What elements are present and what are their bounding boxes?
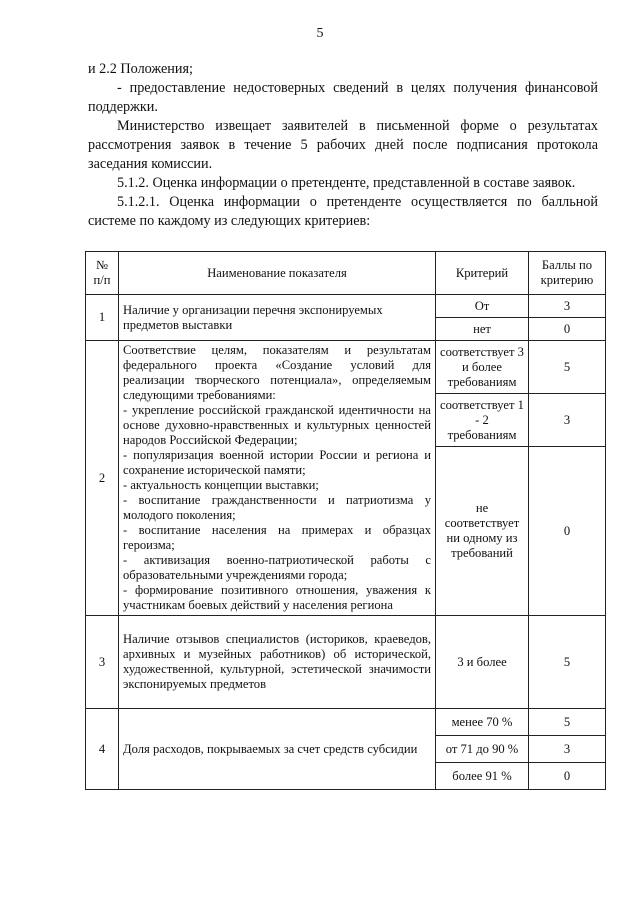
row-points: 3 bbox=[529, 394, 606, 447]
header-points: Баллы по критерию bbox=[529, 252, 606, 295]
paragraph: и 2.2 Положения; bbox=[88, 61, 193, 77]
header-name: Наименование показателя bbox=[119, 252, 436, 295]
row-num: 1 bbox=[86, 295, 119, 341]
requirement-line: - актуальность концепции выставки; bbox=[123, 478, 319, 492]
paragraph: Министерство извещает заявителей в письменной форме о результатах рассмотрения заявок в течение 5 рабочих дней после подписания протокола заседания комиссии. bbox=[88, 118, 598, 172]
row-criterion: не соответствует ни одному из требований bbox=[436, 447, 529, 616]
body-text bbox=[88, 60, 598, 231]
criteria-table bbox=[85, 251, 606, 790]
row-criterion: соответствует 3 и более требованиям bbox=[436, 341, 529, 394]
paragraph: 5.1.2.1. Оценка информации о претенденте осуществляется по балльной системе по каждому из следующих критериев: bbox=[88, 194, 598, 229]
row-criterion: 3 и более bbox=[436, 616, 529, 709]
row-name: Доля расходов, покрываемых за счет средств субсидии bbox=[119, 709, 436, 790]
requirement-line: - воспитание населения на примерах и образцах героизма; bbox=[123, 523, 431, 552]
requirement-line: Соответствие целям, показателям и результатам федерального проекта «Создание условий для реализации творческого потенциала», определяемым следующими требованиями: bbox=[123, 343, 431, 402]
row-points: 3 bbox=[529, 736, 606, 763]
requirement-line: - формирование позитивного отношения, уважения к участникам боевых действий у населения региона bbox=[123, 583, 431, 612]
row-criterion: от 71 до 90 % bbox=[436, 736, 529, 763]
header-num: № п/п bbox=[86, 252, 119, 295]
row-points: 5 bbox=[529, 341, 606, 394]
paragraph: - предоставление недостоверных сведений в целях получения финансовой поддержки. bbox=[88, 80, 598, 115]
paragraph: 5.1.2. Оценка информации о претенденте, представленной в составе заявок. bbox=[117, 175, 576, 191]
row-points: 5 bbox=[529, 709, 606, 736]
row-points: 3 bbox=[529, 295, 606, 318]
row-num: 3 bbox=[86, 616, 119, 709]
row-points: 0 bbox=[529, 447, 606, 616]
row-num: 4 bbox=[86, 709, 119, 790]
row-name: Наличие у организации перечня экспонируемых предметов выставки bbox=[119, 295, 436, 341]
row-points: 5 bbox=[529, 616, 606, 709]
row-name: Наличие отзывов специалистов (историков, краеведов, архивных и музейных работников) об исторической, художественной, культурной, эстетической значимости экспонируемых предметов bbox=[119, 616, 436, 709]
row-criterion: менее 70 % bbox=[436, 709, 529, 736]
requirement-line: - воспитание гражданственности и патриотизма у молодого поколения; bbox=[123, 493, 431, 522]
page-number: 5 bbox=[316, 26, 324, 41]
table-row bbox=[86, 709, 606, 736]
requirement-line: - активизация военно-патриотической работы с образовательными учреждениями города; bbox=[123, 553, 431, 582]
row-name bbox=[119, 341, 436, 616]
row-points: 0 bbox=[529, 318, 606, 341]
header-criterion: Критерий bbox=[436, 252, 529, 295]
row-criterion: соответствует 1 - 2 требованиям bbox=[436, 394, 529, 447]
requirement-line: - укрепление российской гражданской идентичности на основе духовно-нравственных и культурных ценностей народов Российской Федерации; bbox=[123, 403, 431, 447]
requirement-line: - популяризация военной истории России и региона и сохранение исторической памяти; bbox=[123, 448, 431, 477]
row-num: 2 bbox=[86, 341, 119, 616]
row-points: 0 bbox=[529, 763, 606, 790]
table-row bbox=[86, 341, 606, 394]
table-row bbox=[86, 295, 606, 318]
table-row bbox=[86, 616, 606, 709]
row-criterion: нет bbox=[436, 318, 529, 341]
row-criterion: От bbox=[436, 295, 529, 318]
row-criterion: более 91 % bbox=[436, 763, 529, 790]
table-header-row bbox=[86, 252, 606, 295]
